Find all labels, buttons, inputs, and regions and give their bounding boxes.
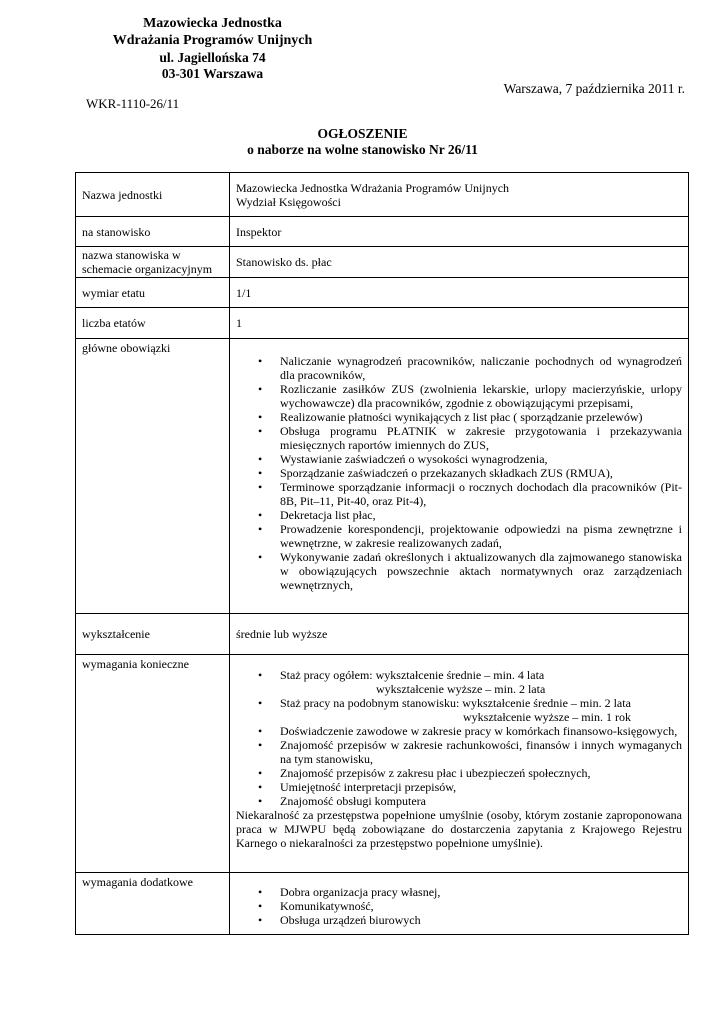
- org-name-line1: Mazowiecka Jednostka: [143, 16, 282, 31]
- label-position: na stanowisko: [76, 217, 230, 247]
- list-item: • Realizowanie płatności wynikających z list płac ( sporządzanie przelewów): [236, 410, 682, 424]
- list-item: • Staż pracy na podobnym stanowisku: wykształcenie średnie – min. 2 lata: [236, 696, 682, 710]
- label-fte: wymiar etatu: [76, 278, 230, 308]
- list-item: • Obsługa programu PŁATNIK w zakresie przygotowania i przekazywania miesięcznych raportów imiennych do ZUS,: [236, 424, 682, 452]
- table-row-position: [76, 217, 689, 247]
- value-unit: [230, 173, 689, 217]
- value-duties: [230, 339, 689, 614]
- org-address-city: 03-301 Warszawa: [161, 66, 264, 81]
- table-row-count: [76, 308, 689, 339]
- list-item: • Rozliczanie zasiłków ZUS (zwolnienia lekarskie, urlopy macierzyńskie, urlopy wychowawcze) dla pracowników, zgodnie z obowiązującymi przepisami,: [236, 382, 682, 410]
- label-count: liczba etatów: [76, 308, 230, 339]
- value-additional: [230, 873, 689, 935]
- list-item: • Naliczanie wynagrodzeń pracowników, naliczanie pochodnych od wynagrodzeń dla pracowników,: [236, 354, 682, 382]
- list-item: • Terminowe sporządzanie informacji o rocznych dochodach dla pracowników (Pit-8B, Pit–11, Pit-40, oraz Pit-4),: [236, 480, 682, 508]
- additional-list: [236, 885, 682, 927]
- list-item: • Wystawianie zaświadczeń o wysokości wynagrodzenia,: [236, 452, 682, 466]
- list-item: • Znajomość przepisów z zakresu płac i ubezpieczeń społecznych,: [236, 766, 682, 780]
- table-row-additional: [76, 873, 689, 935]
- list-item: • Prowadzenie korespondencji, projektowanie odpowiedzi na pisma zewnętrzne i wewnętrzne, w zakresie realizowanych zadań,: [236, 522, 682, 550]
- org-address-street: ul. Jagiellońska 74: [159, 50, 266, 65]
- table-row-required: [76, 655, 689, 873]
- list-item: • Dobra organizacja pracy własnej,: [236, 885, 682, 899]
- value-unit-line1: Mazowiecka Jednostka Wdrażania Programów Unijnych: [236, 180, 510, 195]
- table-row-education: [76, 614, 689, 655]
- list-item: • Wykonywanie zadań określonych i aktualizowanych dla zajmowanego stanowiska w obowiązujących powszechnie aktach normatywnych oraz zarządzeniach wewnętrznych,: [236, 550, 682, 592]
- list-item: • Znajomość przepisów w zakresie rachunkowości, finansów i innych wymaganych na tym stanowisku,: [236, 738, 682, 766]
- label-duties: główne obowiązki: [76, 339, 230, 614]
- announcement-table: [75, 172, 689, 935]
- duties-list: [236, 354, 682, 592]
- list-item: • Umiejętność interpretacji przepisów,: [236, 780, 682, 794]
- list-item-continuation: wykształcenie wyższe – min. 2 lata: [376, 682, 546, 696]
- list-item-continuation: wykształcenie wyższe – min. 1 rok: [463, 710, 631, 724]
- value-required: [230, 655, 689, 873]
- value-education: średnie lub wyższe: [230, 614, 689, 655]
- required-list: [236, 668, 682, 682]
- document-date: Warszawa, 7 października 2011 r.: [503, 81, 685, 96]
- org-name-line2: Wdrażania Programów Unijnych: [112, 33, 313, 48]
- reference-number: WKR-1110-26/11: [86, 96, 180, 111]
- required-list: [236, 696, 682, 710]
- document-subtitle: o naborze na wolne stanowisko Nr 26/11: [247, 142, 478, 157]
- required-list: [236, 724, 682, 808]
- table-row-unit: [76, 173, 689, 217]
- label-position-name: nazwa stanowiska w schemacie organizacyjnym: [76, 247, 230, 278]
- label-required: wymagania konieczne: [76, 655, 230, 873]
- label-unit: Nazwa jednostki: [76, 173, 230, 217]
- value-unit-line2: Wydział Księgowości: [236, 194, 341, 209]
- value-position: Inspektor: [230, 217, 689, 247]
- label-education: wykształcenie: [76, 614, 230, 655]
- list-item: • Znajomość obsługi komputera: [236, 794, 682, 808]
- table-row-fte: [76, 278, 689, 308]
- list-item: • Doświadczenie zawodowe w zakresie pracy w komórkach finansowo-księgowych,: [236, 724, 682, 738]
- value-fte: 1/1: [230, 278, 689, 308]
- value-position-name: Stanowisko ds. płac: [230, 247, 689, 278]
- list-item: • Komunikatywność,: [236, 899, 682, 913]
- document-title: OGŁOSZENIE: [317, 126, 408, 141]
- value-count: 1: [230, 308, 689, 339]
- table-row-duties: [76, 339, 689, 614]
- list-item: • Obsługa urządzeń biurowych: [236, 913, 682, 927]
- table-row-position-name: [76, 247, 689, 278]
- list-item: • Sporządzanie zaświadczeń o przekazanych składkach ZUS (RMUA),: [236, 466, 682, 480]
- list-item: • Staż pracy ogółem: wykształcenie średnie – min. 4 lata: [236, 668, 682, 682]
- required-note: Niekaralność za przestępstwa popełnione umyślnie (osoby, którym zostanie zaproponowana praca w MJWPU będą zobowiązane do dostarczenia zapytania z Krajowego Rejestru Karnego o niekaralności za przestępstwo popełnione umyślnie).: [236, 808, 682, 850]
- list-item: • Dekretacja list płac,: [236, 508, 682, 522]
- label-additional: wymagania dodatkowe: [76, 873, 230, 935]
